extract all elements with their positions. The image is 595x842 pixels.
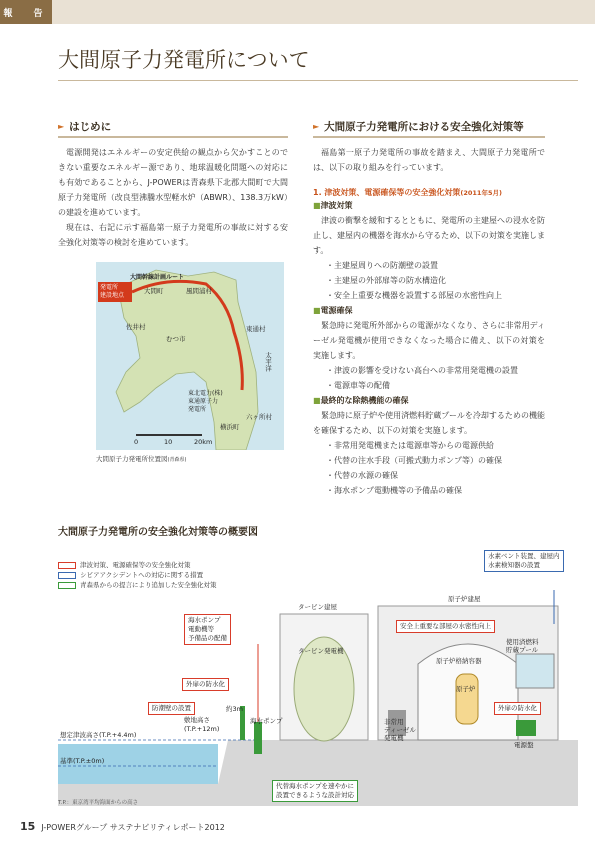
safety-sub1: [313, 187, 545, 198]
scale-0: 0: [134, 438, 139, 446]
place-mutsu: むつ市: [166, 335, 186, 343]
group-list-heat: [313, 438, 545, 498]
safety-heading: [313, 116, 545, 138]
legend: [58, 560, 217, 590]
containment-label: 原子炉格納容器: [436, 657, 482, 665]
safety-body: [313, 145, 545, 498]
reactor-label: 原子炉: [456, 685, 476, 693]
header-band: [52, 0, 595, 24]
safety-intro: 福島第一原子力発電所の事故を踏まえ、大間原子力発電所では、以下の取り組みを行っています。: [313, 148, 545, 172]
group-text-tsunami: 津波の衝撃を緩和するとともに、発電所の主建屋への浸水を防止し、建屋内の機器を海水から守るため、以下の対策を実施します。: [313, 216, 545, 255]
group-title-heat: ■最終的な除熱機能の確保: [313, 396, 409, 405]
diagram-note: T.P.：東京湾平均海面からの高さ: [58, 800, 139, 806]
site-height-label: 敷地高さ (T.P.+12m): [184, 716, 220, 733]
approx-height-label: 約3m: [226, 705, 243, 713]
map-caption-text: 大間原子力発電所位置図: [96, 455, 168, 463]
callout-door-waterproof-2: 外扉の防水化: [494, 702, 541, 715]
legend-swatch: [58, 572, 76, 579]
legend-item-green: 青森県からの提言により追加した安全強化対策: [58, 580, 217, 590]
list-item: ・ 代替の水源の確保: [335, 468, 545, 483]
arrow-icon: ►: [313, 121, 320, 131]
group-title-tsunami: ■津波対策: [313, 201, 353, 210]
legend-item-blue: シビアアクシデントへの対応に関する措置: [58, 570, 217, 580]
callout-door-waterproof: 外扉の防水化: [182, 678, 229, 691]
intro-heading: [58, 116, 288, 138]
list-item: ・ 代替の注水手段（可搬式動力ポンプ等）の確保: [335, 453, 545, 468]
diagram-title: 大間原子力発電所の安全強化対策等の概要図: [58, 527, 258, 538]
group-title-power: ■電源確保: [313, 306, 353, 315]
legend-item-red: 津波対策、電源確保等の安全強化対策: [58, 560, 217, 570]
list-item: ・ 津波の影響を受けない高台への非常用発電機の設置: [335, 363, 545, 378]
legend-swatch: [58, 582, 76, 589]
group-text-heat: 緊急時に原子炉や使用済燃料貯蔵プールを冷却するための機能を確保するため、以下の対策を実施します。: [313, 411, 545, 435]
place-pacific: 太平洋: [264, 352, 272, 372]
safety-sub1-date: (2011年5月): [460, 189, 502, 197]
route-label: 大間幹線計画ルート: [130, 274, 185, 281]
place-kazamaura: 風間浦村: [186, 287, 212, 295]
location-map: [96, 262, 284, 450]
safety-diagram: [58, 544, 578, 806]
intro-body: [58, 145, 288, 250]
place-sai: 佐井村: [126, 323, 146, 331]
callout-watertight: 安全上重要な部屋の水密性向上: [396, 620, 495, 633]
spent-fuel-pool-label: 使用済燃料 貯蔵プール: [506, 638, 539, 654]
safety-heading-text: 大間原子力発電所における安全強化対策等: [324, 120, 524, 133]
footer: [20, 820, 225, 833]
map-caption-note: (青森県): [167, 457, 187, 463]
callout-hydrogen: 水素ベント装置、建屋内 水素検知器の設置: [484, 550, 564, 572]
place-yokohama: 横浜町: [220, 423, 240, 431]
turbine-generator-label: タービン発電機: [298, 647, 344, 655]
tsunami-height-label: 想定津波高さ(T.P.+4.4m): [60, 731, 137, 739]
place-oma: 大間町: [144, 287, 164, 295]
callout-pump-spares: 海水ポンプ 電動機等 予備品の配備: [184, 614, 231, 645]
title-rule: [58, 80, 578, 81]
site-label: 発電所 建設地点: [98, 282, 132, 302]
place-higashidori: 東通村: [246, 325, 266, 333]
scale-20: 20km: [194, 438, 213, 446]
diesel-generator-label: 非常用 ディーゼル 発電機: [384, 718, 416, 742]
list-item: ・ 電源車等の配備: [335, 378, 545, 393]
legend-swatch: [58, 562, 76, 569]
base-level-label: 基準(T.P.±0m): [60, 757, 105, 765]
safety-sub1-title: 1. 津波対策、電源確保等の安全強化対策: [313, 188, 461, 197]
list-item: ・ 安全上重要な機器を設置する部屋の水密性向上: [335, 288, 545, 303]
reactor-building-label: 原子炉建屋: [448, 595, 481, 603]
report-tag: 報 告: [0, 0, 52, 24]
group-text-power: 緊急時に発電所外部からの電源がなくなり、さらに非常用ディーゼル発電機が使用できなくなった場合に備え、以下の対策を実施します。: [313, 321, 545, 360]
map-caption: [96, 454, 186, 463]
turbine-building-label: タービン建屋: [298, 603, 337, 611]
callout-seawall: 防潮壁の設置: [148, 702, 195, 715]
list-item: ・ 主建屋周りへの防潮壁の設置: [335, 258, 545, 273]
callout-pump-replacement: 代替海水ポンプを速やかに 設置できるような設計対応: [272, 780, 358, 802]
intro-heading-text: はじめに: [69, 120, 112, 133]
scale-bar: [136, 434, 202, 436]
intro-paragraph-1: 電源開発はエネルギーの安定供給の観点から欠かすことのできない重要なエネルギー源であり、地球温暖化問題への対応にも有効であることから、J-POWERは青森県下北郡大間町で大間原子力発電所（改良型沸騰水型軽水炉（ABWR）、138.3万kW）の建設を進めています。: [58, 148, 288, 217]
group-list-tsunami: [313, 258, 545, 303]
page-title: 大間原子力発電所について: [58, 48, 310, 72]
scale-10: 10: [164, 438, 173, 446]
intro-paragraph-2: 現在は、右記に示す福島第一原子力発電所の事故に対する安全強化対策等の検討を進めています。: [58, 223, 288, 247]
place-rokkasho: 六ヶ所村: [246, 413, 272, 421]
list-item: ・ 主建屋の外部扉等の防水構造化: [335, 273, 545, 288]
substation-label: 東北電力(株) 東通原子力 発電所: [188, 390, 223, 413]
list-item: ・ 海水ポンプ電動機等の予備品の確保: [335, 483, 545, 498]
page-number: 15: [20, 820, 36, 833]
list-item: ・ 非常用発電機または電源車等からの電源供給: [335, 438, 545, 453]
seawater-pump-label: 海水ポンプ: [250, 717, 283, 725]
arrow-icon: ►: [58, 121, 65, 131]
power-panel-label: 電源盤: [514, 741, 534, 749]
footer-text: J-POWERグループ サステナビリティレポート2012: [41, 823, 225, 832]
group-list-power: [313, 363, 545, 393]
